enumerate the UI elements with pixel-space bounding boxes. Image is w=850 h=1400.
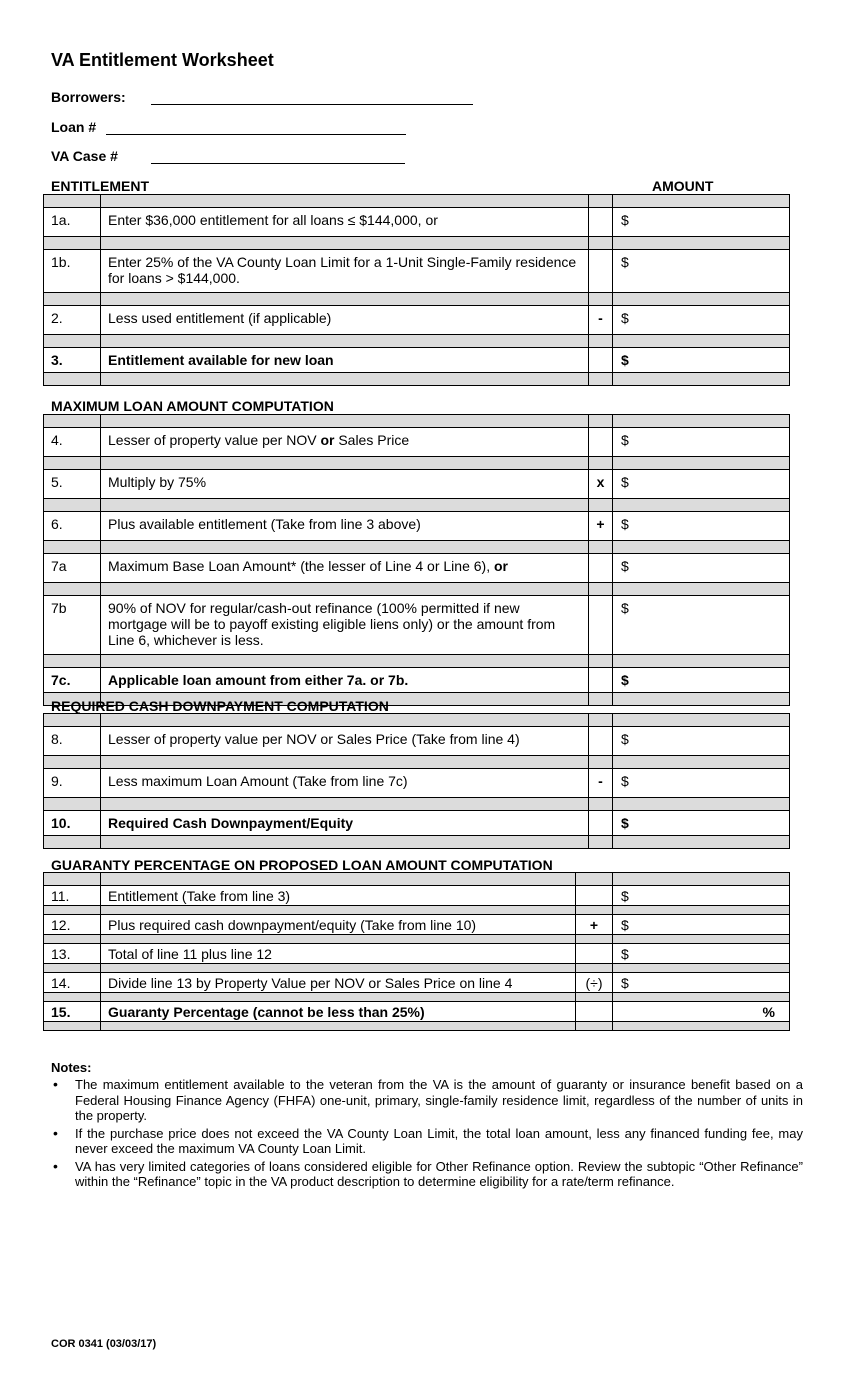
spacer-cell xyxy=(101,756,589,769)
line-description: Required Cash Downpayment/Equity xyxy=(101,811,589,836)
spacer-cell xyxy=(44,293,101,306)
line-number: 8. xyxy=(44,727,101,756)
spacer-row xyxy=(44,798,790,811)
spacer-cell xyxy=(44,756,101,769)
spacer-cell xyxy=(589,415,613,428)
spacer-cell xyxy=(44,873,101,886)
spacer-cell xyxy=(589,756,613,769)
spacer-cell xyxy=(613,756,790,769)
notes-list xyxy=(51,1077,803,1192)
line-number: 7b xyxy=(44,596,101,655)
note-item: • VA has very limited categories of loans considered eligible for Other Refinance option. Review the subtopic “Other Refinance” within the “Refinance” topic in the VA product description to determine eligibility for a rate/term refinance. xyxy=(51,1159,803,1190)
spacer-cell xyxy=(101,935,576,944)
spacer-cell xyxy=(576,1022,613,1031)
spacer-cell xyxy=(613,237,790,250)
notes-heading: Notes: xyxy=(51,1060,92,1075)
amount-field[interactable]: $ xyxy=(613,973,790,993)
amount-field[interactable]: $ xyxy=(613,769,790,798)
spacer-cell xyxy=(613,798,790,811)
page-title: VA Entitlement Worksheet xyxy=(51,50,274,70)
worksheet-row xyxy=(44,973,790,993)
line-description: Guaranty Percentage (cannot be less than 25%) xyxy=(101,1002,576,1022)
amount-field[interactable]: $ xyxy=(613,512,790,541)
spacer-cell xyxy=(613,655,790,668)
spacer-cell xyxy=(101,655,589,668)
spacer-row xyxy=(44,935,790,944)
amount-field[interactable]: $ xyxy=(613,596,790,655)
spacer-cell xyxy=(101,499,589,512)
worksheet-row xyxy=(44,306,790,335)
worksheet-row xyxy=(44,668,790,693)
line-number: 1b. xyxy=(44,250,101,293)
operator-cell xyxy=(589,668,613,693)
loan-number-field xyxy=(51,119,96,139)
spacer-cell xyxy=(589,499,613,512)
spacer-cell xyxy=(613,693,790,706)
spacer-row xyxy=(44,499,790,512)
spacer-row xyxy=(44,457,790,470)
spacer-cell xyxy=(576,873,613,886)
note-item: • The maximum entitlement available to the veteran from the VA is the amount of guaranty or insurance benefit based on a Federal Housing Finance Agency (FHFA) one-unit, primary, single-family residence limit, regardless of the number of units in the property. xyxy=(51,1077,803,1124)
line-description xyxy=(101,554,589,583)
spacer-cell xyxy=(44,655,101,668)
operator-cell: + xyxy=(589,512,613,541)
spacer-row xyxy=(44,993,790,1002)
description-emphasis: or xyxy=(493,558,508,574)
operator-cell xyxy=(589,428,613,457)
spacer-cell xyxy=(613,195,790,208)
operator-cell xyxy=(589,596,613,655)
spacer-row xyxy=(44,237,790,250)
line-number: 15. xyxy=(44,1002,101,1022)
spacer-cell xyxy=(613,873,790,886)
spacer-row xyxy=(44,335,790,348)
spacer-cell xyxy=(44,499,101,512)
spacer-cell xyxy=(613,457,790,470)
line-description: Total of line 11 plus line 12 xyxy=(101,944,576,964)
spacer-cell xyxy=(613,714,790,727)
spacer-row xyxy=(44,541,790,554)
worksheet-row xyxy=(44,769,790,798)
spacer-cell xyxy=(101,993,576,1002)
spacer-cell xyxy=(101,195,589,208)
spacer-row xyxy=(44,373,790,386)
spacer-cell xyxy=(576,993,613,1002)
spacer-cell xyxy=(101,415,589,428)
spacer-row xyxy=(44,415,790,428)
line-description: Enter 25% of the VA County Loan Limit for a 1-Unit Single-Family residence for loans > $144,000. xyxy=(101,250,589,293)
worksheet-row xyxy=(44,208,790,237)
spacer-row xyxy=(44,756,790,769)
spacer-cell xyxy=(613,335,790,348)
spacer-cell xyxy=(589,373,613,386)
spacer-cell xyxy=(101,714,589,727)
spacer-cell xyxy=(613,935,790,944)
spacer-cell xyxy=(44,1022,101,1031)
spacer-cell xyxy=(101,373,589,386)
va-case-field xyxy=(51,148,118,168)
operator-cell xyxy=(589,250,613,293)
spacer-cell xyxy=(613,836,790,849)
line-description: Enter $36,000 entitlement for all loans ≤ $144,000, or xyxy=(101,208,589,237)
worksheet-row xyxy=(44,1002,790,1022)
spacer-cell xyxy=(576,906,613,915)
line-number: 9. xyxy=(44,769,101,798)
spacer-row xyxy=(44,714,790,727)
worksheet-row xyxy=(44,348,790,373)
description-emphasis: or xyxy=(320,432,335,448)
line-number: 1a. xyxy=(44,208,101,237)
worksheet-row xyxy=(44,554,790,583)
spacer-cell xyxy=(613,993,790,1002)
operator-cell xyxy=(576,886,613,906)
spacer-cell xyxy=(589,457,613,470)
line-number: 6. xyxy=(44,512,101,541)
va-case-input-line[interactable] xyxy=(151,163,405,164)
entitlement-table xyxy=(43,194,790,386)
spacer-cell xyxy=(613,293,790,306)
spacer-cell xyxy=(613,964,790,973)
spacer-cell xyxy=(613,373,790,386)
line-description: 90% of NOV for regular/cash-out refinance (100% permitted if new mortgage will be to payoff existing eligible liens only) or the amount from Line 6, whichever is less. xyxy=(101,596,589,655)
spacer-cell xyxy=(576,935,613,944)
amount-field[interactable]: $ xyxy=(613,208,790,237)
operator-cell: - xyxy=(589,306,613,335)
spacer-cell xyxy=(101,798,589,811)
operator-cell xyxy=(589,727,613,756)
spacer-cell xyxy=(101,1022,576,1031)
worksheet-row xyxy=(44,886,790,906)
spacer-cell xyxy=(101,293,589,306)
spacer-cell xyxy=(589,836,613,849)
spacer-cell xyxy=(44,935,101,944)
spacer-cell xyxy=(44,798,101,811)
section-heading-guaranty: GUARANTY PERCENTAGE ON PROPOSED LOAN AMOUNT COMPUTATION xyxy=(51,857,553,873)
spacer-cell xyxy=(44,457,101,470)
amount-field[interactable]: $ xyxy=(613,886,790,906)
borrowers-field xyxy=(51,89,126,109)
spacer-cell xyxy=(44,714,101,727)
operator-cell: x xyxy=(589,470,613,499)
downpayment-table xyxy=(43,713,790,849)
spacer-cell xyxy=(589,583,613,596)
line-number: 2. xyxy=(44,306,101,335)
spacer-cell xyxy=(589,714,613,727)
spacer-cell xyxy=(101,583,589,596)
line-number: 11. xyxy=(44,886,101,906)
spacer-row xyxy=(44,655,790,668)
operator-cell xyxy=(589,554,613,583)
spacer-cell xyxy=(101,457,589,470)
worksheet-row xyxy=(44,428,790,457)
spacer-cell xyxy=(101,873,576,886)
worksheet-row xyxy=(44,915,790,935)
operator-cell xyxy=(576,944,613,964)
worksheet-row xyxy=(44,250,790,293)
spacer-cell xyxy=(589,541,613,554)
line-description: Applicable loan amount from either 7a. or 7b. xyxy=(101,668,589,693)
amount-field[interactable]: $ xyxy=(613,470,790,499)
spacer-cell xyxy=(589,335,613,348)
spacer-row xyxy=(44,293,790,306)
worksheet-row xyxy=(44,811,790,836)
spacer-cell xyxy=(101,836,589,849)
spacer-cell xyxy=(44,993,101,1002)
spacer-cell xyxy=(44,541,101,554)
section-heading-entitlement: ENTITLEMENT xyxy=(51,178,149,194)
line-number: 13. xyxy=(44,944,101,964)
worksheet-row xyxy=(44,596,790,655)
line-number: 14. xyxy=(44,973,101,993)
amount-field[interactable]: $ xyxy=(613,811,790,836)
line-number: 7c. xyxy=(44,668,101,693)
spacer-row xyxy=(44,873,790,886)
spacer-cell xyxy=(101,237,589,250)
spacer-cell xyxy=(589,195,613,208)
spacer-cell xyxy=(613,906,790,915)
spacer-cell xyxy=(101,964,576,973)
line-description: Plus required cash downpayment/equity (Take from line 10) xyxy=(101,915,576,935)
loan-number-label: Loan # xyxy=(51,119,97,135)
borrowers-label: Borrowers: xyxy=(51,89,126,105)
guaranty-table xyxy=(43,872,790,1031)
spacer-cell xyxy=(44,237,101,250)
spacer-cell xyxy=(613,583,790,596)
worksheet-row xyxy=(44,944,790,964)
spacer-row xyxy=(44,195,790,208)
operator-cell: + xyxy=(576,915,613,935)
spacer-cell xyxy=(44,906,101,915)
spacer-cell xyxy=(589,293,613,306)
loan-number-input-line[interactable] xyxy=(106,134,406,135)
spacer-cell xyxy=(101,541,589,554)
operator-cell xyxy=(589,348,613,373)
amount-field[interactable]: $ xyxy=(613,348,790,373)
amount-field[interactable]: $ xyxy=(613,554,790,583)
spacer-cell xyxy=(44,373,101,386)
spacer-cell xyxy=(613,499,790,512)
spacer-cell xyxy=(589,237,613,250)
section-heading-max-loan: MAXIMUM LOAN AMOUNT COMPUTATION xyxy=(51,398,334,414)
spacer-cell xyxy=(613,1022,790,1031)
line-number: 3. xyxy=(44,348,101,373)
spacer-cell xyxy=(576,964,613,973)
description-text: Sales Price xyxy=(334,432,410,448)
spacer-cell xyxy=(101,335,589,348)
spacer-cell xyxy=(44,964,101,973)
line-number: 10. xyxy=(44,811,101,836)
amount-field[interactable]: $ xyxy=(613,668,790,693)
operator-cell xyxy=(589,811,613,836)
spacer-cell xyxy=(589,693,613,706)
operator-cell xyxy=(589,208,613,237)
line-number: 5. xyxy=(44,470,101,499)
amount-column-heading: AMOUNT xyxy=(652,178,714,194)
spacer-cell xyxy=(44,335,101,348)
line-description: Multiply by 75% xyxy=(101,470,589,499)
va-case-label: VA Case # xyxy=(51,148,118,164)
spacer-cell xyxy=(613,541,790,554)
operator-cell xyxy=(576,1002,613,1022)
amount-field[interactable]: $ xyxy=(613,915,790,935)
spacer-cell xyxy=(613,415,790,428)
line-description: Less used entitlement (if applicable) xyxy=(101,306,589,335)
operator-cell: (÷) xyxy=(576,973,613,993)
spacer-row xyxy=(44,1022,790,1031)
amount-field[interactable]: % xyxy=(613,1002,790,1022)
form-code: COR 0341 (03/03/17) xyxy=(51,1338,157,1350)
operator-cell: - xyxy=(589,769,613,798)
spacer-cell xyxy=(44,415,101,428)
borrowers-input-line[interactable] xyxy=(151,104,473,105)
spacer-row xyxy=(44,836,790,849)
line-number: 7a xyxy=(44,554,101,583)
note-item: • If the purchase price does not exceed the VA County Loan Limit, the total loan amount, less any financed funding fee, may never exceed the maximum VA County Loan Limit. xyxy=(51,1126,803,1157)
line-description: Plus available entitlement (Take from line 3 above) xyxy=(101,512,589,541)
spacer-row xyxy=(44,906,790,915)
spacer-row xyxy=(44,583,790,596)
spacer-cell xyxy=(44,583,101,596)
spacer-cell xyxy=(101,906,576,915)
line-number: 12. xyxy=(44,915,101,935)
line-number: 4. xyxy=(44,428,101,457)
line-description: Lesser of property value per NOV or Sales Price (Take from line 4) xyxy=(101,727,589,756)
worksheet-row xyxy=(44,470,790,499)
amount-field[interactable]: $ xyxy=(613,250,790,293)
line-description: Less maximum Loan Amount (Take from line 7c) xyxy=(101,769,589,798)
line-description xyxy=(101,428,589,457)
spacer-row xyxy=(44,964,790,973)
spacer-cell xyxy=(589,798,613,811)
max-loan-table xyxy=(43,414,790,706)
worksheet-row xyxy=(44,727,790,756)
worksheet-row xyxy=(44,512,790,541)
amount-field[interactable]: $ xyxy=(613,727,790,756)
section-heading-downpayment: REQUIRED CASH DOWNPAYMENT COMPUTATION xyxy=(51,698,389,714)
spacer-cell xyxy=(44,836,101,849)
amount-field[interactable]: $ xyxy=(613,428,790,457)
line-description: Entitlement available for new loan xyxy=(101,348,589,373)
description-text: Maximum Base Loan Amount* (the lesser of Line 4 or Line 6), xyxy=(108,558,494,574)
spacer-cell xyxy=(589,655,613,668)
description-text: Lesser of property value per NOV xyxy=(108,432,321,448)
line-description: Entitlement (Take from line 3) xyxy=(101,886,576,906)
line-description: Divide line 13 by Property Value per NOV or Sales Price on line 4 xyxy=(101,973,576,993)
amount-field[interactable]: $ xyxy=(613,944,790,964)
spacer-cell xyxy=(44,195,101,208)
amount-field[interactable]: $ xyxy=(613,306,790,335)
